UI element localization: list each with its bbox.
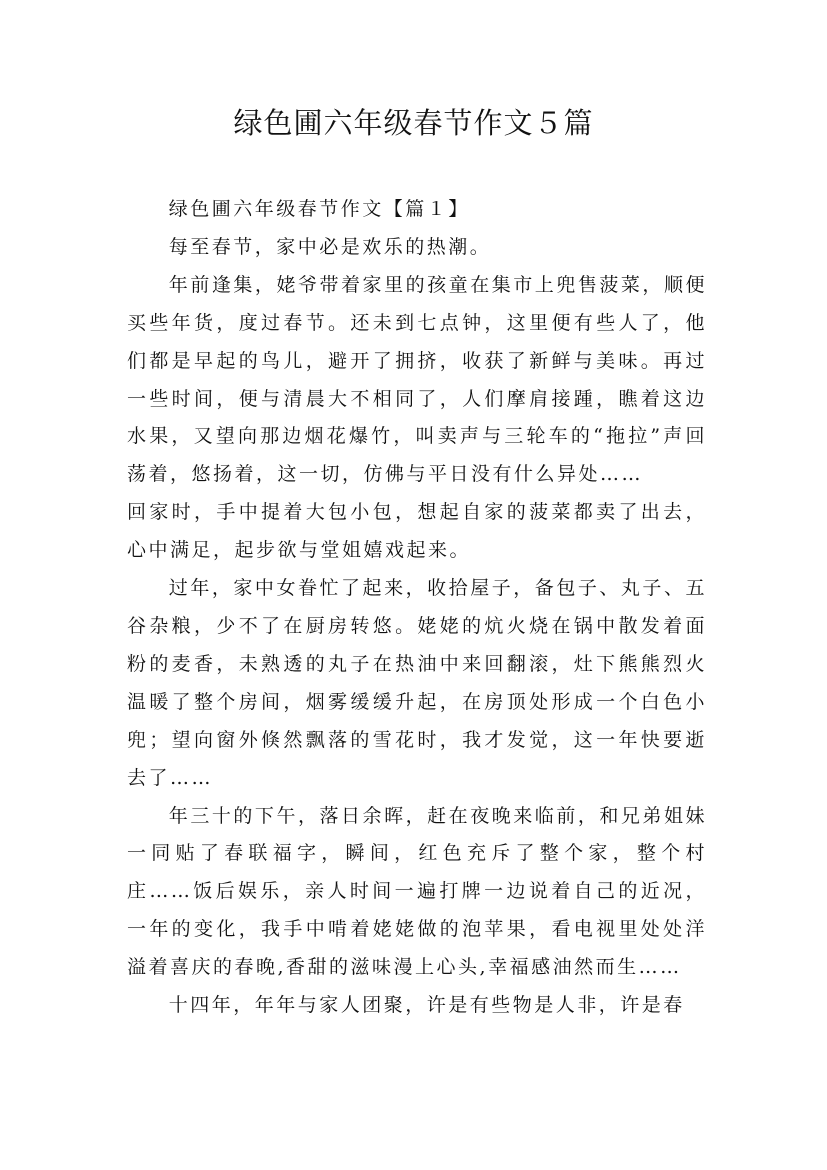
paragraph-5: 年三十的下午，落日余晖，赶在夜晚来临前，和兄弟姐妹一同贴了春联福字，瞬间，红色充斥了整个家，整个村庄……饭后娱乐，亲人时间一遍打牌一边说着自己的近况，一年的变化，我手中啃着姥姥做的泡苹果，看电视里处处洋溢着喜庆的春晚,香甜的滋味漫上心头,幸福感油然而生……: [127, 804, 707, 979]
paragraph-4: 过年，家中女眷忙了起来，收拾屋子，备包子、丸子、五谷杂粮，少不了在厨房转悠。姥姥的炕火烧在锅中散发着面粉的麦香，未熟透的丸子在热油中来回翻滚，灶下熊熊烈火温暖了整个房间，烟雾缓缓升起，在房顶处形成一个白色小兜；望向窗外倏然飘落的雪花时，我才发觉，这一年快要逝去了……: [127, 577, 707, 789]
document-body: [127, 191, 707, 1025]
paragraph-2: 年前逢集，姥爷带着家里的孩童在集市上兜售菠菜，顺便买些年货，度过春节。还未到七点钟，这里便有些人了，他们都是早起的鸟儿，避开了拥挤，收获了新鲜与美味。再过一些时间，便与清晨大不相同了，人们摩肩接踵，瞧着这边水果，又望向那边烟花爆竹，叫卖声与三轮车的“拖拉”声回荡着，悠扬着，这一切，仿佛与平日没有什么异处……: [127, 273, 707, 486]
paragraph-3: 回家时，手中提着大包小包，想起自家的菠菜都卖了出去，心中满足，起步欲与堂姐嬉戏起来。: [127, 501, 707, 562]
paragraph-1: 每至春节，家中必是欢乐的热潮。: [168, 235, 492, 258]
section-heading: 绿色圃六年级春节作文【篇１】: [168, 198, 470, 220]
document-title: 绿色圃六年级春节作文５篇: [233, 106, 594, 140]
paragraph-6: 十四年，年年与家人团聚，许是有些物是人非，许是春: [168, 994, 685, 1017]
